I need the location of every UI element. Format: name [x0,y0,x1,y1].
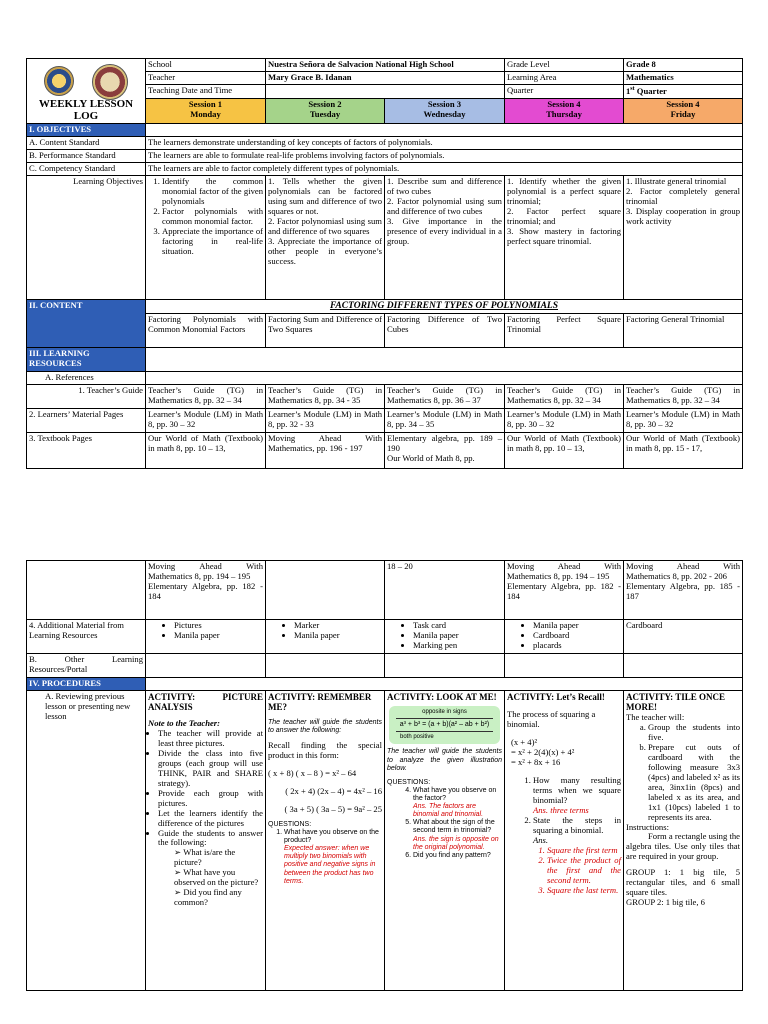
teacher-value: Mary Grace B. Idanan [266,71,505,84]
lm-session-3: Learner’s Module (LM) in Math 8, pp. 34 – 35 [385,409,505,433]
learning-objectives-label: Learning Objectives [27,176,146,300]
tg-session-3: Teacher’s Guide (TG) in Mathematics 8, pp. 36 – 37 [385,385,505,409]
objectives-session-1: 1. Identify the common monomial factor of the given polynomials 2. Factor polynomials with common monomial factor. 3. Appreciate the importance of factoring in real-life situation. [146,176,266,300]
procedures-heading: IV. PROCEDURES [27,678,146,691]
area-label: Learning Area [505,71,624,84]
performance-standard-text: The learners are able to formulate real-life problems involving factors of polynomials. [146,150,743,163]
grade-label: Grade Level [505,59,624,72]
tb-session-5: Our World of Math (Textbook) in math 8, pp. 15 - 17, [624,433,743,469]
session-3-header: Session 3 Wednesday [385,98,505,124]
add-session-2: • Marker • Manila paper [266,620,385,654]
activity-title-4: ACTIVITY: Let’s Recall! [507,691,605,702]
add-session-1: • Pictures • Manila paper [146,620,266,654]
other-resources-label: B. Other Learning Resources/Portal [27,654,146,678]
tg-session-5: Teacher’s Guide (TG) in Mathematics 8, pp. 32 – 34 [624,385,743,409]
lm-session-5: Learner’s Module (LM) in Math 8, pp. 30 – 32 [624,409,743,433]
lm-session-4: Learner’s Module (LM) in Math 8, pp. 30 – 32 [505,409,624,433]
procedure-session-3: ACTIVITY: LOOK AT ME! opposite in signs a³ + b³ = (a + b)(a² – ab + b²) both positive The teacher will guide the students to analyze the given illustration below. QUESTIONS: 4. What have you observe on the factor? Ans. The factors are binomial and trinomial. 5. What about the sign of the second term in trinomial? Ans. the sign is opposite on the original polynomial. 6. Did you find any pattern? [385,690,505,990]
tb-cont-session-5: Moving Ahead With Mathematics 8, pp. 202 - 206 Elementary Algebra, pp. 185 - 187 [624,561,743,620]
content-banner: FACTORING DIFFERENT TYPES OF POLYNOMIALS [146,300,743,314]
tb-session-2: Moving Ahead With Mathematics, pp. 196 - 197 [266,433,385,469]
objectives-session-4: 1. Identify whether the given polynomial is a perfect square trinomial; 2. Factor perfect square trinomial; and 3. Show mastery in factoring perfect square trinomial. [505,176,624,300]
performance-standard-label: B. Performance Standard [27,150,146,163]
tb-session-3: Elementary algebra, pp. 189 – 190 Our World of Math 8, pp. [385,433,505,469]
topic-session-1: Factoring Polynomials with Common Monomial Factors [146,314,266,348]
session-1-header: Session 1 Monday [146,98,266,124]
content-standard-text: The learners demonstrate understanding of key concepts of factors of polynomials. [146,137,743,150]
competency-standard-text: The learners are able to factor completely different types of polynomials. [146,163,743,176]
tb-cont-session-1: Moving Ahead With Mathematics 8, pp. 194 – 195 Elementary Algebra, pp. 182 - 184 [146,561,266,620]
session-4-header: Session 4 Thursday [505,98,624,124]
additional-material-label: 4. Additional Material from Learning Resources [27,620,146,654]
session-2-header: Session 2 Tuesday [266,98,385,124]
lm-session-1: Learner’s Module (LM) in Math 8, pp. 30 – 32 [146,409,266,433]
add-session-3: • Task card • Manila paper • Marking pen [385,620,505,654]
procedure-session-1: ACTIVITY: PICTURE ANALYSIS Note to the Teacher: • The teacher will provide at least three pictures. • Divide the class into five groups (each group will use THINK, PAIR and SHARE strategy). • Provide each group with pictures. • Let the learners identify the difference of the pictures • Guide the students to answer the following: ➢ What is/are the picture? ➢ What have you observed on the picture? ➢ Did you find any common? [146,690,266,990]
add-session-5: Cardboard [624,620,743,654]
lesson-log-table-page2 [26,560,743,991]
content-standard-label: A. Content Standard [27,137,146,150]
tg-session-4: Teacher’s Guide (TG) in Mathematics 8, pp. 32 – 34 [505,385,624,409]
procedure-session-5: ACTIVITY: TILE ONCE MORE! The teacher will: a. Group the students into five. b. Prepare cut outs of cardboard with the following measure 3x3 (4pcs) and labeled x² as its area, 3inx1in (8pcs) and labeled x as its area, and 1x1 (10pcs) labeled 1 to represents its area. Instructions: Form a rectangle using the algebra tiles. Use only tiles that are required in your group. GROUP 1: 1 big tile, 5 rectangular tiles, and 6 small square tiles. GROUP 2: 1 big tile, 6 [624,690,743,990]
page-title: WEEKLY LESSON LOG [27,98,146,124]
school-value: Nuestra Señora de Salvacion National High School [266,59,505,72]
objectives-heading: I. OBJECTIVES [27,124,146,137]
add-session-4: • Manila paper • Cardboard • placards [505,620,624,654]
school-label: School [146,59,266,72]
activity-title-2: ACTIVITY: REMEMBER ME? [268,691,372,713]
tb-session-1: Our World of Math (Textbook) in math 8, pp. 10 – 13, [146,433,266,469]
objectives-session-2: 1. Tells whether the given polynomials can be factored using sum and difference of two squares or not. 2. Factor polynomiasl using sum and difference of two squares 3. Appreciate the importance of other people in everyone’s success. [266,176,385,300]
tg-label: 1. Teacher’s Guide [27,385,146,409]
procedure-session-2: ACTIVITY: REMEMBER ME? The teacher will guide the students to answer the following: Recall finding the special product in this form: ( x + 8) ( x – 8 ) = x² – 64 ( 2x + 4) (2x – 4) = 4x² – 16 ( 3a + 5) ( 3a – 5) = 9a² – 25 QUESTIONS: 1. What have you observe on the product? Expected answer: when we multiply two binomials with positive and negative signs in between the product has two terms. [266,690,385,990]
tg-session-2: Teacher’s Guide (TG) in Mathematics 8, pp. 34 - 35 [266,385,385,409]
quarter-label: Quarter [505,84,624,98]
session-5-header: Session 4 Friday [624,98,743,124]
procedure-a-label: A. Reviewing previous lesson or presenting new lesson [27,690,146,990]
objectives-session-5: 1. Illustrate general trinomial 2. Factor completely general trinomial 3. Display cooperation in group work activity [624,176,743,300]
procedure-session-4: ACTIVITY: Let’s Recall! The process of squaring a binomial. (x + 4)² = x² + 2(4)(x) + 4² = x² + 8x + 16 1. How many resulting terms when we square binomial? Ans. three terms 2. State the steps in squaring a binomial. Ans. 1. Square the first term 2. Twice the product of the first and the second term. 3. Square the last term. [505,690,624,990]
grade-value: Grade 8 [624,59,743,72]
objectives-session-3: 1. Describe sum and difference of two cubes 2. Factor polynomial using sum and difference of two cubes 3. Give importance in the presence of every individual in a group. [385,176,505,300]
tb-label: 3. Textbook Pages [27,433,146,469]
tb-cont-session-3: 18 – 20 [385,561,505,620]
tg-session-1: Teacher’s Guide (TG) in Mathematics 8, pp. 32 – 34 [146,385,266,409]
references-label: A. References [27,372,146,385]
topic-session-3: Factoring Difference of Two Cubes [385,314,505,348]
activity-title-5: ACTIVITY: TILE ONCE MORE! [626,691,726,713]
lm-label: 2. Learners’ Material Pages [27,409,146,433]
quarter-value: 1st Quarter [624,84,743,98]
lm-session-2: Learner’s Module (LM) in Math 8, pp. 32 - 33 [266,409,385,433]
tb-cont-session-4: Moving Ahead With Mathematics 8, pp. 194 – 195 Elementary Algebra, pp. 182 - 184 [505,561,624,620]
teacher-label: Teacher [146,71,266,84]
resources-heading: III. LEARNING RESOURCES [27,348,146,372]
tb-cont-session-2 [266,561,385,620]
topic-session-2: Factoring Sum and Difference of Two Squares [266,314,385,348]
content-heading: II. CONTENT [27,300,146,348]
lesson-log-table-page1 [26,58,743,469]
tb-session-4: Our World of Math (Textbook) in math 8, pp. 10 – 13, [505,433,624,469]
activity-title-1: ACTIVITY: PICTURE ANALYSIS [148,691,263,713]
date-label: Teaching Date and Time [146,84,266,98]
topic-session-4: Factoring Perfect Square Trinomial [505,314,624,348]
area-value: Mathematics [624,71,743,84]
note-to-teacher: Note to the Teacher: [148,717,221,728]
topic-session-5: Factoring General Trinomial [624,314,743,348]
competency-standard-label: C. Competency Standard [27,163,146,176]
activity-title-3: ACTIVITY: LOOK AT ME! [387,691,497,702]
cube-formula-illustration: opposite in signs a³ + b³ = (a + b)(a² – ab + b²) both positive [389,706,500,744]
